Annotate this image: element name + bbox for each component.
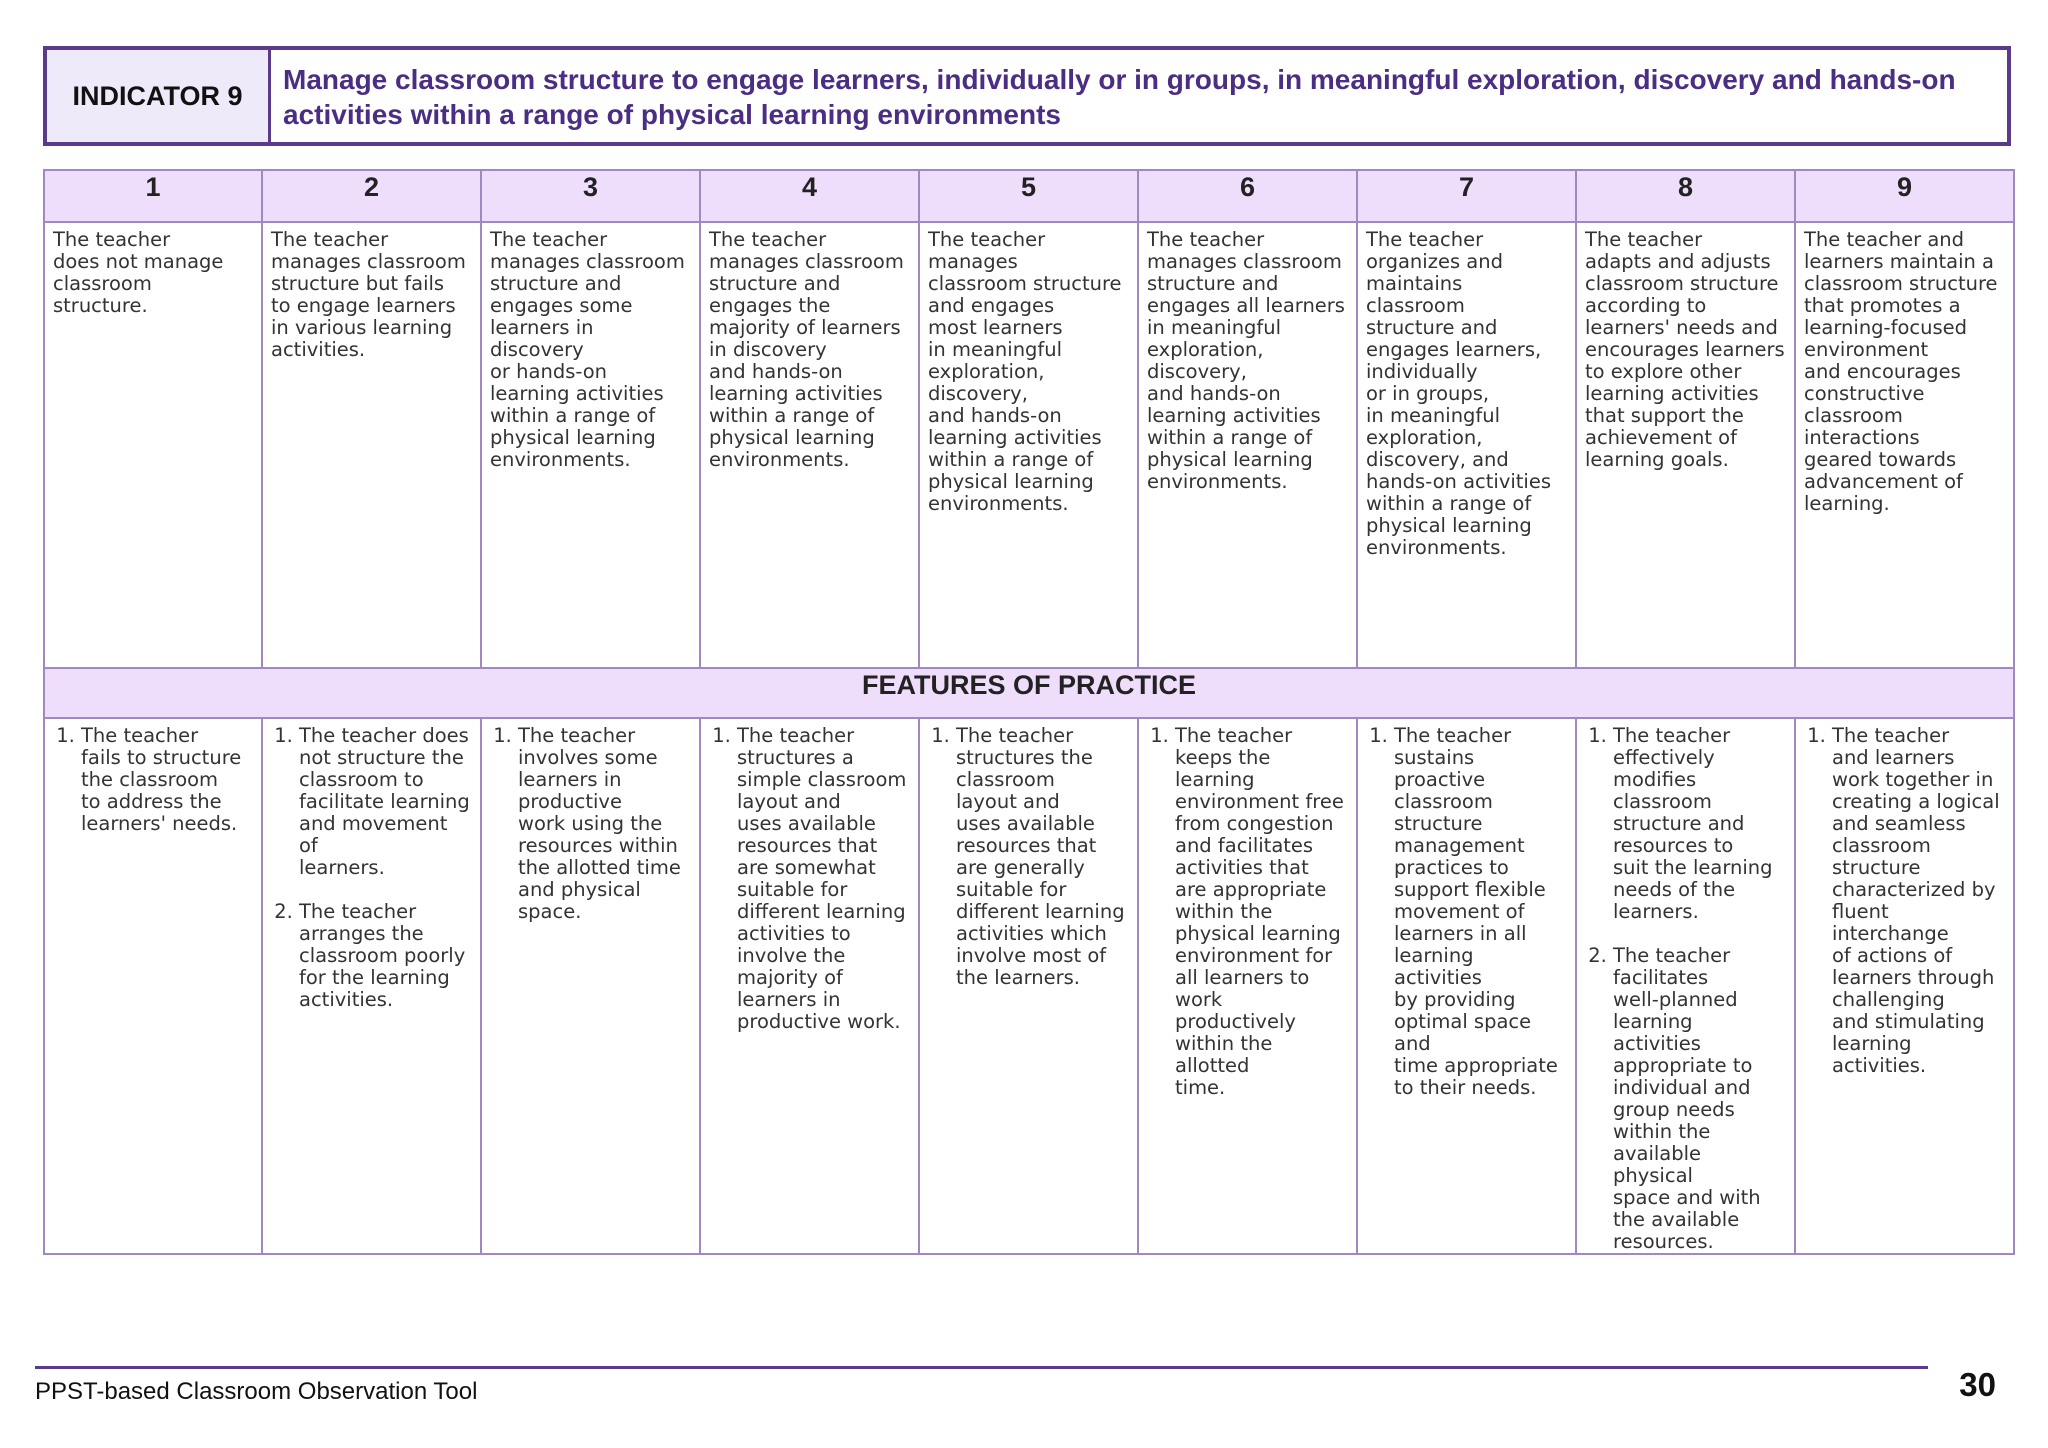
practice-cell [1357, 718, 1576, 1254]
level-description: The teacher does not manage classroom structure. [44, 222, 262, 668]
practice-cell [262, 718, 481, 1254]
level-description: The teacher manages classroom structure and engages the majority of learners in discovery and hands-on learning activities within a range of physical learning environments. [700, 222, 919, 668]
level-description: The teacher organizes and maintains classroom structure and engages learners, individually or in groups, in meaningful exploration, discovery, and hands-on activities within a range of physical learning environments. [1357, 222, 1576, 668]
level-number: 3 [481, 170, 700, 222]
practice-list [1366, 725, 1567, 1099]
indicator-header [43, 46, 2011, 146]
practice-list [53, 725, 253, 835]
features-heading: FEATURES OF PRACTICE [44, 668, 2014, 718]
practice-list [490, 725, 691, 923]
practice-item: 1. The teacher involves some learners in productive work using the resources within the allotted time and physical space. [518, 725, 691, 923]
level-number: 1 [44, 170, 262, 222]
page-number: 30 [1959, 1366, 1996, 1403]
level-description: The teacher manages classroom structure and engages all learners in meaningful exploration, discovery, and hands-on learning activities within a range of physical learning environments. [1138, 222, 1357, 668]
rubric-table [43, 169, 2015, 1255]
practice-list [709, 725, 910, 1033]
practice-cell [1795, 718, 2014, 1254]
level-number: 5 [919, 170, 1138, 222]
practice-list [1147, 725, 1348, 1099]
level-header-row [44, 170, 2014, 222]
features-heading-row [44, 668, 2014, 718]
practice-item: 1. The teacher structures the classroom layout and uses available resources that are generally suitable for different learning activities which involve most of the learners. [956, 725, 1129, 989]
practice-list [1804, 725, 2005, 1077]
practice-cell [919, 718, 1138, 1254]
level-description: The teacher and learners maintain a classroom structure that promotes a learning-focused environment and encourages constructive classroom interactions geared towards advancement of learning. [1795, 222, 2014, 668]
level-description: The teacher manages classroom structure but fails to engage learners in various learning activities. [262, 222, 481, 668]
practice-item: 1. The teacher structures a simple classroom layout and uses available resources that are somewhat suitable for different learning activities to involve the majority of learners in productive work. [737, 725, 910, 1033]
practice-cell [481, 718, 700, 1254]
practice-item: 1. The teacher sustains proactive classroom structure management practices to support flexible movement of learners in all learning activities by providing optimal space and time appropriate to their needs. [1394, 725, 1567, 1099]
indicator-label: INDICATOR 9 [47, 50, 271, 142]
practice-cell [44, 718, 262, 1254]
level-number: 2 [262, 170, 481, 222]
practice-item: 1. The teacher and learners work together in creating a logical and seamless classroom structure characterized by fluent interchange of actions of learners through challenging and stimulating learning activities. [1832, 725, 2005, 1077]
practice-item: 2. The teacher facilitates well-planned learning activities appropriate to individual and group needs within the available physical space and with the available resources. [1613, 945, 1786, 1253]
level-number: 7 [1357, 170, 1576, 222]
practice-list [271, 725, 472, 1011]
description-row [44, 222, 2014, 668]
level-number: 4 [700, 170, 919, 222]
practice-cell [700, 718, 919, 1254]
practice-row [44, 718, 2014, 1254]
level-number: 8 [1576, 170, 1795, 222]
practice-list [1585, 725, 1786, 1253]
practice-item: 1. The teacher keeps the learning environment free from congestion and facilitates activities that are appropriate within the physical learning environment for all learners to work productively within the allotted time. [1175, 725, 1348, 1099]
practice-list [928, 725, 1129, 989]
level-description: The teacher manages classroom structure and engages some learners in discovery or hands-on learning activities within a range of physical learning environments. [481, 222, 700, 668]
practice-item: 1. The teacher fails to structure the classroom to address the learners' needs. [81, 725, 253, 835]
level-description: The teacher adapts and adjusts classroom structure according to learners' needs and encourages learners to explore other learning activities that support the achievement of learning goals. [1576, 222, 1795, 668]
footer-title: PPST-based Classroom Observation Tool [35, 1378, 478, 1405]
level-number: 6 [1138, 170, 1357, 222]
practice-item: 1. The teacher effectively modifies classroom structure and resources to suit the learning needs of the learners. [1613, 725, 1786, 923]
practice-item: 2. The teacher arranges the classroom poorly for the learning activities. [299, 901, 472, 1011]
level-number: 9 [1795, 170, 2014, 222]
practice-cell [1576, 718, 1795, 1254]
practice-item: 1. The teacher does not structure the classroom to facilitate learning and movement of learners. [299, 725, 472, 879]
footer-divider [35, 1366, 1928, 1369]
indicator-title: Manage classroom structure to engage learners, individually or in groups, in meaningful exploration, discovery and hands-on activities within a range of physical learning environments [283, 64, 1956, 130]
practice-cell [1138, 718, 1357, 1254]
level-description: The teacher manages classroom structure and engages most learners in meaningful exploration, discovery, and hands-on learning activities within a range of physical learning environments. [919, 222, 1138, 668]
